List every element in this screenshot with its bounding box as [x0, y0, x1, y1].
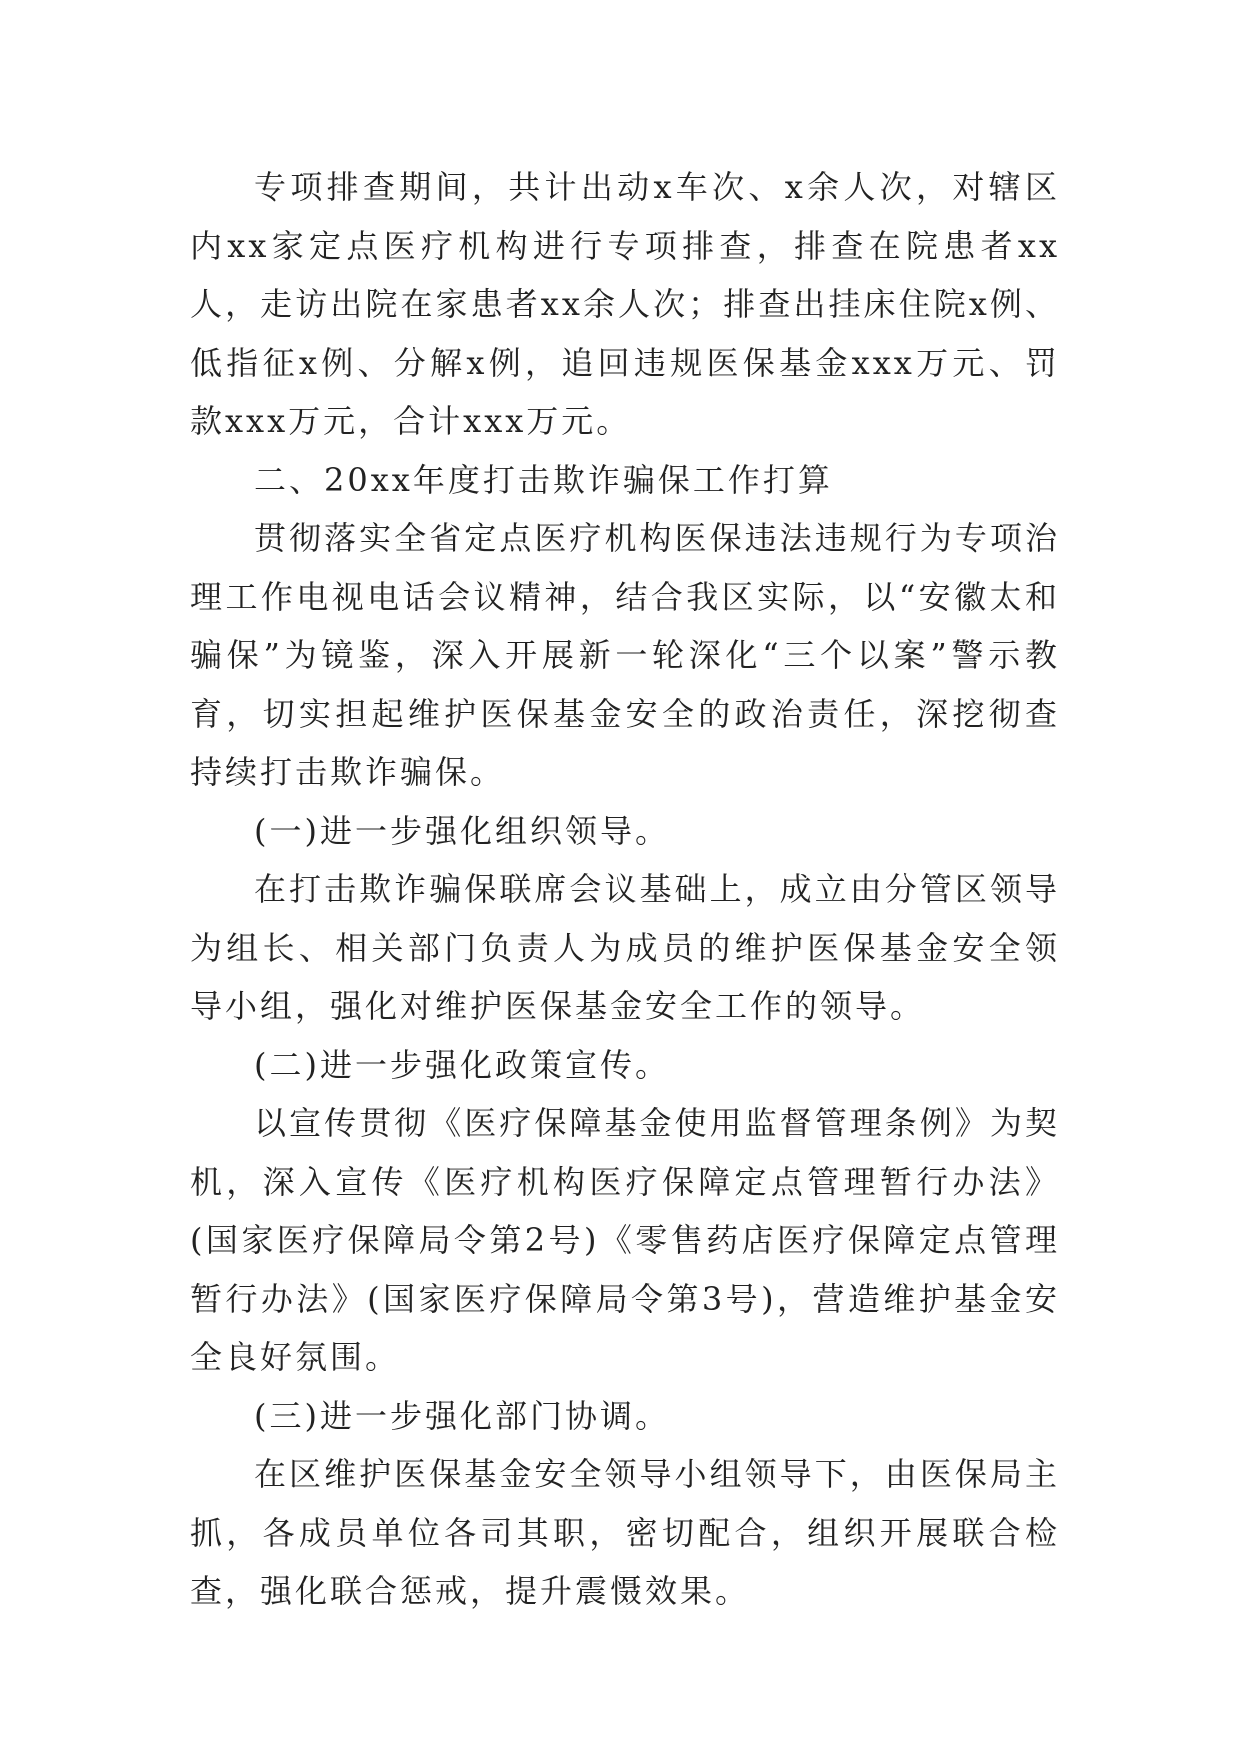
document-body	[190, 158, 1060, 1621]
subheading-organization: (一)进一步强化组织领导。	[254, 811, 670, 850]
subheading-department-coordination: (三)进一步强化部门协调。	[254, 1396, 670, 1435]
paragraph-policy-promotion: 以宣传贯彻《医疗保障基金使用监督管理条例》为契机，深入宣传《医疗机构医疗保障定点管理暂行办法》(国家医疗保障局令第2号)《零售药店医疗保障定点管理暂行办法》(国家医疗保障局令第3号)，营造维护基金安全良好氛围。	[190, 1104, 1060, 1376]
paragraph-plan-intro: 贯彻落实全省定点医疗机构医保违法违规行为专项治理工作电视电话会议精神，结合我区实际，以“安徽太和骗保”为镜鉴，深入开展新一轮深化“三个以案”警示教育，切实担起维护医保基金安全的政治责任，深挖彻查持续打击欺诈骗保。	[190, 519, 1060, 791]
section-heading-plan: 二、20xx年度打击欺诈骗保工作打算	[254, 460, 833, 499]
paragraph-department-coordination: 在区维护医保基金安全领导小组领导下，由医保局主抓，各成员单位各司其职，密切配合，组织开展联合检查，强化联合惩戒，提升震慑效果。	[190, 1455, 1060, 1610]
paragraph-organization: 在打击欺诈骗保联席会议基础上，成立由分管区领导为组长、相关部门负责人为成员的维护医保基金安全领导小组，强化对维护医保基金安全工作的领导。	[190, 870, 1060, 1025]
paragraph-inspection-summary: 专项排查期间，共计出动x车次、x余人次，对辖区内xx家定点医疗机构进行专项排查，排查在院患者xx人，走访出院在家患者xx余人次；排查出挂床住院x例、低指征x例、分解x例，追回违规医保基金xxx万元、罚款xxx万元，合计xxx万元。	[190, 168, 1060, 440]
subheading-policy-promotion: (二)进一步强化政策宣传。	[254, 1045, 670, 1084]
